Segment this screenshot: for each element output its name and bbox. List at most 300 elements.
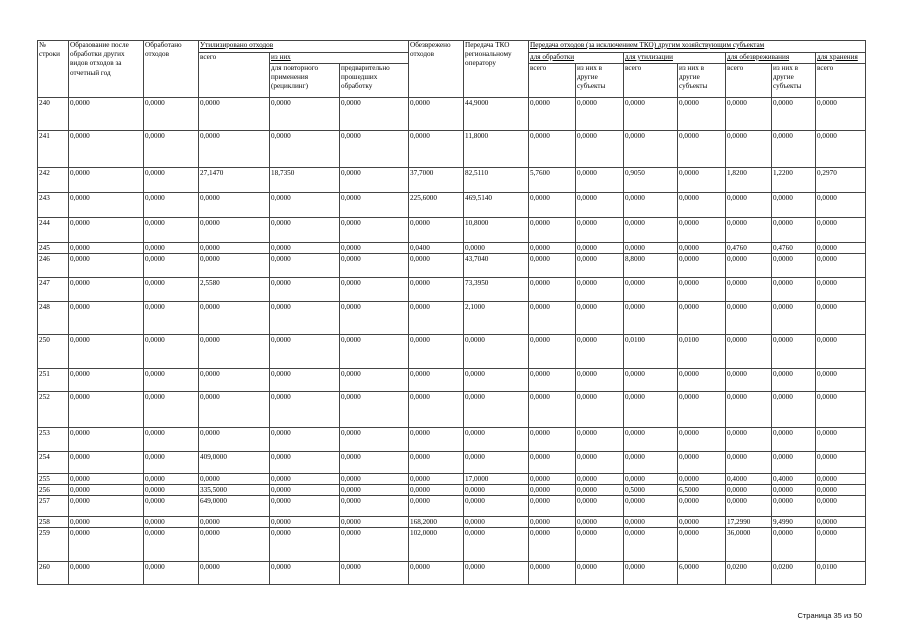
value-cell: 0,0000	[270, 428, 340, 452]
value-cell: 0,0000	[726, 254, 772, 278]
value-cell: 0,0000	[576, 517, 624, 528]
value-cell: 0,0000	[464, 369, 529, 392]
table-row	[38, 452, 866, 474]
value-cell: 649,0000	[199, 496, 270, 517]
header-transfer-other-label: Передача отходов (за исключением ТКО) другим хозяйствующим субъектам	[530, 41, 765, 49]
page-number: Страница 35 из 50	[797, 611, 862, 620]
value-cell: 0,0000	[270, 369, 340, 392]
value-cell: 0,0000	[409, 302, 464, 335]
value-cell: 0,0000	[69, 562, 144, 585]
table-row	[38, 243, 866, 254]
value-cell: 0,0000	[816, 243, 866, 254]
value-cell: 0,0000	[340, 517, 409, 528]
value-cell: 0,0000	[624, 243, 678, 254]
value-cell: 0,0000	[678, 369, 726, 392]
value-cell: 0,0000	[678, 278, 726, 302]
value-cell: 0,0000	[340, 243, 409, 254]
value-cell: 0,0000	[624, 562, 678, 585]
value-cell: 0,0000	[529, 452, 576, 474]
row-number-cell: 240	[38, 98, 69, 131]
value-cell: 0,0000	[69, 452, 144, 474]
value-cell: 0,0000	[816, 131, 866, 168]
value-cell: 0,0000	[464, 496, 529, 517]
value-cell: 1,2200	[772, 168, 816, 193]
value-cell: 0,0000	[270, 243, 340, 254]
value-cell: 0,0000	[816, 335, 866, 369]
header-tko-transfer: Передача ТКО региональному оператору	[464, 41, 529, 98]
value-cell: 0,0000	[726, 98, 772, 131]
value-cell: 0,0000	[409, 218, 464, 243]
header-utilized-label: Утилизировано отходов	[200, 41, 274, 49]
header-storage-total: всего	[816, 64, 866, 98]
row-number-cell: 248	[38, 302, 69, 335]
value-cell: 0,0000	[270, 131, 340, 168]
value-cell: 0,0000	[199, 474, 270, 485]
value-cell: 0,0000	[624, 392, 678, 428]
value-cell: 0,0000	[624, 98, 678, 131]
value-cell: 0,0000	[409, 131, 464, 168]
value-cell: 0,0000	[772, 392, 816, 428]
value-cell: 0,2970	[816, 168, 866, 193]
value-cell: 0,0000	[529, 496, 576, 517]
value-cell: 0,0000	[726, 218, 772, 243]
value-cell: 0,4760	[726, 243, 772, 254]
row-number-cell: 242	[38, 168, 69, 193]
value-cell: 0,0100	[624, 335, 678, 369]
value-cell: 0,0000	[678, 496, 726, 517]
value-cell: 0,0000	[726, 369, 772, 392]
value-cell: 0,0000	[726, 485, 772, 496]
header-neutralization-total: всего	[726, 64, 772, 98]
value-cell: 0,0000	[576, 254, 624, 278]
value-cell: 0,0000	[409, 335, 464, 369]
value-cell: 0,0000	[624, 517, 678, 528]
value-cell: 0,0000	[529, 98, 576, 131]
header-utilized-recycling: для повторного применения (рециклинг)	[270, 64, 340, 98]
value-cell: 0,0000	[678, 428, 726, 452]
row-number-cell: 257	[38, 496, 69, 517]
value-cell: 0,0000	[576, 369, 624, 392]
value-cell: 0,0000	[69, 98, 144, 131]
value-cell: 0,0000	[678, 168, 726, 193]
value-cell: 0,0000	[199, 517, 270, 528]
value-cell: 0,0000	[199, 428, 270, 452]
value-cell: 0,0000	[772, 496, 816, 517]
value-cell: 0,0000	[199, 335, 270, 369]
value-cell: 6,0000	[678, 562, 726, 585]
value-cell: 0,0000	[726, 278, 772, 302]
value-cell: 0,0000	[726, 131, 772, 168]
value-cell: 0,0000	[144, 98, 199, 131]
value-cell: 0,0000	[529, 278, 576, 302]
value-cell: 0,0000	[772, 218, 816, 243]
value-cell: 0,0000	[576, 474, 624, 485]
value-cell: 0,0000	[678, 474, 726, 485]
value-cell: 44,9000	[464, 98, 529, 131]
value-cell: 0,0000	[576, 528, 624, 562]
value-cell: 0,0000	[576, 392, 624, 428]
value-cell: 0,0000	[144, 485, 199, 496]
value-cell: 0,0000	[199, 218, 270, 243]
value-cell: 0,0000	[529, 428, 576, 452]
table-row	[38, 193, 866, 218]
value-cell: 0,0000	[772, 193, 816, 218]
value-cell: 5,7600	[529, 168, 576, 193]
value-cell: 0,0000	[529, 517, 576, 528]
table-row	[38, 302, 866, 335]
value-cell: 0,0000	[340, 168, 409, 193]
value-cell: 0,0000	[409, 369, 464, 392]
value-cell: 0,0000	[199, 528, 270, 562]
value-cell: 0,0000	[340, 369, 409, 392]
value-cell: 0,0000	[69, 528, 144, 562]
value-cell: 0,0000	[624, 474, 678, 485]
table-header	[38, 41, 866, 98]
value-cell: 36,0000	[726, 528, 772, 562]
value-cell: 43,7040	[464, 254, 529, 278]
row-number-cell: 247	[38, 278, 69, 302]
table-row	[38, 428, 866, 452]
value-cell: 0,0000	[816, 218, 866, 243]
value-cell: 0,0000	[678, 392, 726, 428]
value-cell: 0,0000	[772, 278, 816, 302]
value-cell: 0,0000	[678, 98, 726, 131]
table-row	[38, 131, 866, 168]
table-row	[38, 474, 866, 485]
header-processing-total: всего	[529, 64, 576, 98]
value-cell: 0,0000	[678, 243, 726, 254]
value-cell: 0,0000	[340, 278, 409, 302]
value-cell: 0,0000	[678, 452, 726, 474]
value-cell: 0,0000	[409, 452, 464, 474]
value-cell: 0,0000	[270, 485, 340, 496]
value-cell: 0,0000	[678, 193, 726, 218]
value-cell: 0,0000	[529, 474, 576, 485]
value-cell: 0,0000	[678, 131, 726, 168]
value-cell: 0,0000	[529, 369, 576, 392]
value-cell: 0,0000	[624, 218, 678, 243]
value-cell: 0,0000	[726, 335, 772, 369]
value-cell: 0,0000	[340, 193, 409, 218]
value-cell: 0,0000	[144, 302, 199, 335]
table-row	[38, 218, 866, 243]
value-cell: 73,3950	[464, 278, 529, 302]
value-cell: 0,0000	[69, 474, 144, 485]
value-cell: 0,0000	[529, 218, 576, 243]
value-cell: 0,0000	[464, 528, 529, 562]
value-cell: 0,0000	[199, 131, 270, 168]
value-cell: 0,0000	[576, 243, 624, 254]
value-cell: 0,0000	[199, 369, 270, 392]
value-cell: 0,0000	[529, 254, 576, 278]
value-cell: 0,0000	[409, 496, 464, 517]
value-cell: 0,0000	[576, 193, 624, 218]
header-utilized-of-them-label: из них	[271, 53, 291, 61]
row-number-cell: 260	[38, 562, 69, 585]
header-for-neutralization	[726, 53, 816, 64]
value-cell: 0,0000	[69, 278, 144, 302]
row-number-cell: 245	[38, 243, 69, 254]
value-cell: 0,0000	[340, 98, 409, 131]
value-cell: 0,0000	[409, 98, 464, 131]
value-cell: 0,0000	[772, 528, 816, 562]
value-cell: 0,0000	[199, 302, 270, 335]
value-cell: 0,0000	[576, 562, 624, 585]
value-cell: 0,0000	[199, 254, 270, 278]
value-cell: 0,0000	[816, 302, 866, 335]
value-cell: 0,0000	[624, 278, 678, 302]
value-cell: 0,0000	[144, 428, 199, 452]
value-cell: 0,0000	[409, 428, 464, 452]
value-cell: 0,0000	[69, 243, 144, 254]
value-cell: 0,0000	[340, 496, 409, 517]
header-for-utilization	[624, 53, 726, 64]
value-cell: 17,2990	[726, 517, 772, 528]
value-cell: 0,0000	[270, 278, 340, 302]
header-processing-other: из них в другие субъекты	[576, 64, 624, 98]
value-cell: 0,0000	[409, 254, 464, 278]
value-cell: 0,0000	[529, 485, 576, 496]
value-cell: 0,0000	[69, 485, 144, 496]
value-cell: 0,0000	[340, 392, 409, 428]
value-cell: 0,0000	[624, 302, 678, 335]
value-cell: 0,0000	[772, 335, 816, 369]
value-cell: 0,0000	[199, 243, 270, 254]
value-cell: 0,0000	[270, 254, 340, 278]
value-cell: 0,0000	[340, 254, 409, 278]
value-cell: 0,0000	[270, 392, 340, 428]
value-cell: 0,0000	[576, 496, 624, 517]
value-cell: 0,0000	[464, 243, 529, 254]
value-cell: 0,0000	[144, 278, 199, 302]
value-cell: 37,7000	[409, 168, 464, 193]
value-cell: 11,8000	[464, 131, 529, 168]
table-row	[38, 517, 866, 528]
value-cell: 0,0000	[576, 218, 624, 243]
value-cell: 2,1000	[464, 302, 529, 335]
value-cell: 0,0000	[340, 474, 409, 485]
value-cell: 0,0000	[199, 392, 270, 428]
value-cell: 18,7350	[270, 168, 340, 193]
value-cell: 6,5000	[678, 485, 726, 496]
value-cell: 0,0000	[464, 452, 529, 474]
value-cell: 0,0000	[409, 562, 464, 585]
value-cell: 0,0000	[726, 496, 772, 517]
header-utilized-prior: предварительно прошедших обработку	[340, 64, 409, 98]
value-cell: 0,0000	[144, 474, 199, 485]
value-cell: 0,0000	[816, 496, 866, 517]
value-cell: 0,0000	[726, 392, 772, 428]
value-cell: 0,0000	[678, 302, 726, 335]
row-number-cell: 241	[38, 131, 69, 168]
value-cell: 0,0000	[816, 193, 866, 218]
value-cell: 0,0000	[726, 428, 772, 452]
value-cell: 0,0000	[816, 392, 866, 428]
value-cell: 2,5580	[199, 278, 270, 302]
value-cell: 0,0000	[816, 254, 866, 278]
value-cell: 0,0000	[772, 452, 816, 474]
value-cell: 0,0000	[726, 302, 772, 335]
header-formed: Образование после обработки других видов отходов за отчетный год	[69, 41, 144, 98]
value-cell: 0,0000	[576, 168, 624, 193]
value-cell: 0,0100	[678, 335, 726, 369]
value-cell: 0,0000	[726, 452, 772, 474]
value-cell: 168,2000	[409, 517, 464, 528]
header-for-processing-label: для обработки	[530, 53, 575, 61]
value-cell: 0,0000	[144, 562, 199, 585]
value-cell: 0,0000	[144, 452, 199, 474]
row-number-cell: 259	[38, 528, 69, 562]
header-utilization-other: из них в другие субъекты	[678, 64, 726, 98]
value-cell: 0,0000	[340, 335, 409, 369]
value-cell: 0,0000	[816, 369, 866, 392]
value-cell: 225,6000	[409, 193, 464, 218]
value-cell: 0,0000	[409, 474, 464, 485]
table-row	[38, 392, 866, 428]
value-cell: 0,0000	[340, 218, 409, 243]
value-cell: 0,0400	[409, 243, 464, 254]
value-cell: 0,0000	[529, 302, 576, 335]
header-utilization-total: всего	[624, 64, 678, 98]
header-row-no: № строки	[38, 41, 69, 98]
value-cell: 0,0000	[529, 193, 576, 218]
value-cell: 0,0000	[624, 131, 678, 168]
value-cell: 0,0000	[464, 485, 529, 496]
value-cell: 0,0000	[816, 278, 866, 302]
table-row	[38, 98, 866, 131]
value-cell: 0,0000	[340, 131, 409, 168]
header-for-processing	[529, 53, 624, 64]
value-cell: 0,0000	[464, 517, 529, 528]
value-cell: 0,0000	[816, 528, 866, 562]
value-cell: 0,0000	[270, 302, 340, 335]
table-row	[38, 562, 866, 585]
value-cell: 0,0000	[529, 243, 576, 254]
row-number-cell: 254	[38, 452, 69, 474]
row-number-cell: 255	[38, 474, 69, 485]
header-neutralization-other: из них в другие субъекты	[772, 64, 816, 98]
value-cell: 0,0000	[144, 517, 199, 528]
value-cell: 0,4000	[772, 474, 816, 485]
value-cell: 0,0000	[199, 193, 270, 218]
value-cell: 0,0200	[726, 562, 772, 585]
value-cell: 409,0000	[199, 452, 270, 474]
value-cell: 0,0000	[270, 562, 340, 585]
value-cell: 0,0000	[69, 517, 144, 528]
value-cell: 0,0000	[144, 254, 199, 278]
value-cell: 0,0000	[340, 528, 409, 562]
value-cell: 0,0000	[576, 131, 624, 168]
value-cell: 0,0000	[144, 528, 199, 562]
value-cell: 0,0000	[464, 428, 529, 452]
value-cell: 82,5110	[464, 168, 529, 193]
value-cell: 0,0000	[69, 496, 144, 517]
header-transfer-other	[529, 41, 866, 53]
header-for-neutralization-label: для обезвреживания	[727, 53, 790, 61]
value-cell: 0,0000	[270, 452, 340, 474]
row-number-cell: 246	[38, 254, 69, 278]
value-cell: 0,0000	[144, 131, 199, 168]
row-number-cell: 256	[38, 485, 69, 496]
value-cell: 0,0000	[576, 452, 624, 474]
header-utilized-of-them	[270, 53, 409, 64]
value-cell: 0,0000	[270, 98, 340, 131]
value-cell: 0,0000	[529, 335, 576, 369]
value-cell: 0,0000	[69, 131, 144, 168]
value-cell: 0,0000	[69, 168, 144, 193]
value-cell: 0,0000	[69, 369, 144, 392]
header-utilized-total: всего	[199, 53, 270, 98]
value-cell: 0,4000	[726, 474, 772, 485]
value-cell: 0,0000	[464, 562, 529, 585]
table-body	[38, 98, 866, 585]
row-number-cell: 243	[38, 193, 69, 218]
table-row	[38, 485, 866, 496]
table-row	[38, 335, 866, 369]
value-cell: 0,0000	[270, 335, 340, 369]
value-cell: 0,0000	[340, 485, 409, 496]
value-cell: 0,0000	[69, 335, 144, 369]
value-cell: 0,0000	[69, 218, 144, 243]
value-cell: 0,0000	[144, 193, 199, 218]
value-cell: 0,0000	[576, 302, 624, 335]
value-cell: 0,0000	[144, 335, 199, 369]
value-cell: 0,0000	[816, 98, 866, 131]
row-number-cell: 250	[38, 335, 69, 369]
value-cell: 0,0000	[270, 496, 340, 517]
value-cell: 0,0100	[816, 562, 866, 585]
value-cell: 0,0000	[144, 168, 199, 193]
row-number-cell: 251	[38, 369, 69, 392]
value-cell: 8,8000	[624, 254, 678, 278]
value-cell: 102,0000	[409, 528, 464, 562]
value-cell: 0,0000	[816, 474, 866, 485]
row-number-cell: 252	[38, 392, 69, 428]
value-cell: 0,0000	[464, 335, 529, 369]
value-cell: 0,0000	[529, 131, 576, 168]
table-row	[38, 528, 866, 562]
header-for-storage	[816, 53, 866, 64]
row-number-cell: 253	[38, 428, 69, 452]
value-cell: 0,0000	[270, 528, 340, 562]
value-cell: 0,0000	[409, 485, 464, 496]
value-cell: 0,9050	[624, 168, 678, 193]
header-utilized	[199, 41, 409, 53]
value-cell: 0,0000	[678, 528, 726, 562]
value-cell: 0,0000	[772, 369, 816, 392]
value-cell: 0,0000	[69, 392, 144, 428]
value-cell: 0,0000	[624, 496, 678, 517]
value-cell: 0,0000	[678, 254, 726, 278]
value-cell: 0,0000	[144, 496, 199, 517]
value-cell: 335,5000	[199, 485, 270, 496]
value-cell: 0,0000	[529, 562, 576, 585]
value-cell: 0,0000	[409, 392, 464, 428]
value-cell: 0,0000	[624, 452, 678, 474]
value-cell: 0,0000	[409, 278, 464, 302]
value-cell: 0,0000	[772, 428, 816, 452]
value-cell: 0,0000	[576, 98, 624, 131]
row-number-cell: 258	[38, 517, 69, 528]
table-row	[38, 496, 866, 517]
value-cell: 0,0000	[726, 193, 772, 218]
header-processed: Обработано отходов	[144, 41, 199, 98]
value-cell: 0,0000	[144, 369, 199, 392]
table-row	[38, 254, 866, 278]
value-cell: 0,0000	[772, 131, 816, 168]
value-cell: 0,0000	[816, 428, 866, 452]
value-cell: 0,5000	[624, 485, 678, 496]
